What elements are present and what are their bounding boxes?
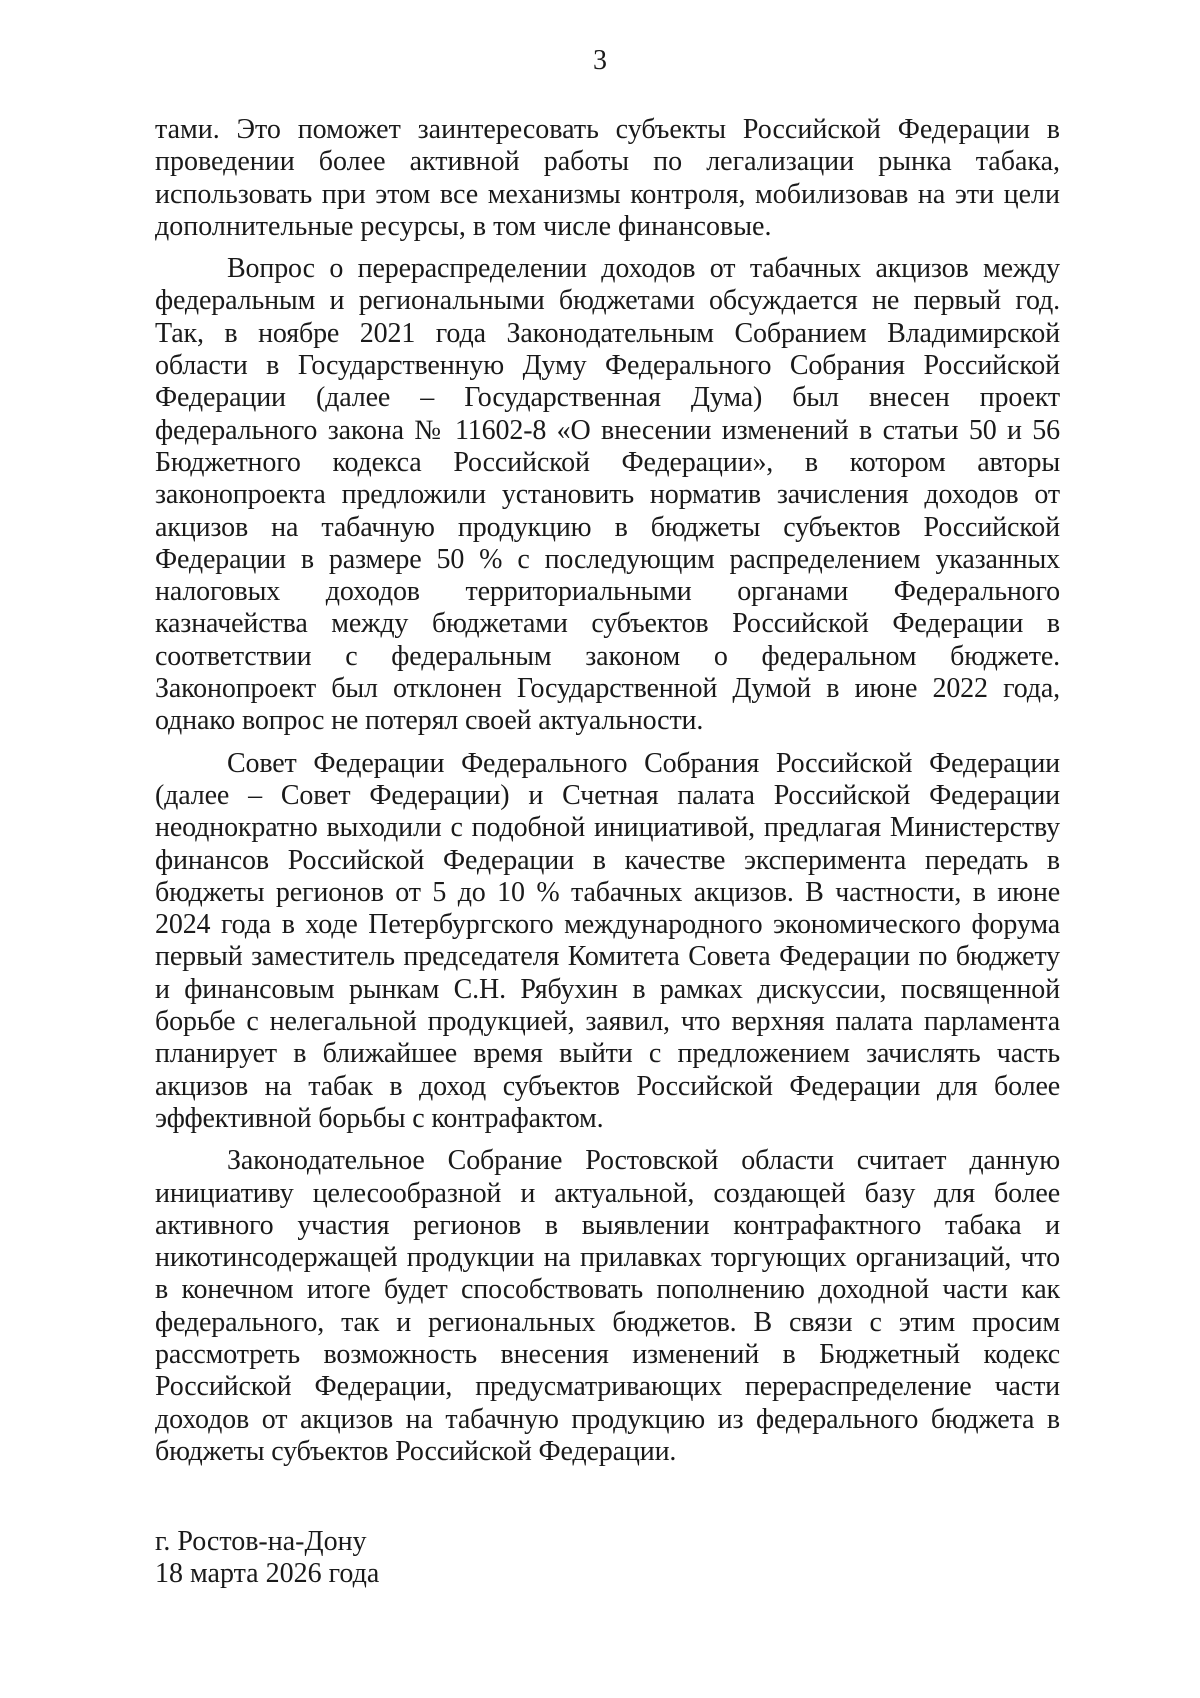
paragraph-rostov-assembly: Законодательное Собрание Ростовской области считает данную инициативу целесообразной и актуальной, создающей базу для более активного участия регионов в выявлении контрафактного табака и никотинсодержащей продукции на прилавках торгующих организаций, что в конечном итоге будет способствовать пополнению доходной части как федерального, так и региональных бюджетов. В связи с этим просим рассмотреть возможность внесения изменений в Бюджетный кодекс Российской Федерации, предусматривающих перераспределение части доходов от акцизов на табачную продукцию из федерального бюджета в бюджеты субъектов Российской Федерации.: [155, 1145, 1060, 1467]
signature-place: г. Ростов-на-Дону: [155, 1526, 367, 1557]
document-body: [155, 114, 1060, 1468]
paragraph-continuation: тами. Это поможет заинтересовать субъекты Российской Федерации в проведении более активной работы по легализации рынка табака, использовать при этом все механизмы контроля, мобилизовав на эти цели дополнительные ресурсы, в том числе финансовые.: [155, 114, 1060, 242]
paragraph-excise-redistribution: Вопрос о перераспределении доходов от табачных акцизов между федеральным и региональными бюджетами обсуждается не первый год. Так, в ноябре 2021 года Законодательным Собранием Владимирской области в Государственную Думу Федерального Собрания Российской Федерации (далее – Государственная Дума) был внесен проект федерального закона № 11602-8 «О внесении изменений в статьи 50 и 56 Бюджетного кодекса Российской Федерации», в котором авторы законопроекта предложили установить норматив зачисления доходов от акцизов на табачную продукцию в бюджеты субъектов Российской Федерации в размере 50 % с последующим распределением указанных налоговых доходов территориальными органами Федерального казначейства между бюджетами субъектов Российской Федерации в соответствии с федеральным законом о федеральном бюджете. Законопроект был отклонен Государственной Думой в июне 2022 года, однако вопрос не потерял своей актуальности.: [155, 253, 1060, 737]
paragraph-federation-council: Совет Федерации Федерального Собрания Российской Федерации (далее – Совет Федерации) и Счетная палата Российской Федерации неоднократно выходили с подобной инициативой, предлагая Министерству финансов Российской Федерации в качестве эксперимента передать в бюджеты регионов от 5 до 10 % табачных акцизов. В частности, в июне 2024 года в ходе Петербургского международного экономического форума первый заместитель председателя Комитета Совета Федерации по бюджету и финансовым рынкам С.Н. Рябухин в рамках дискуссии, посвященной борьбе с нелегальной продукцией, заявил, что верхняя палата парламента планирует в ближайшее время выйти с предложением зачислять часть акцизов на табак в доход субъектов Российской Федерации для более эффективной борьбы с контрафактом.: [155, 747, 1060, 1134]
signature-block: [155, 1526, 379, 1590]
page-number: 3: [593, 45, 607, 76]
signature-date: 18 марта 2026 года: [155, 1558, 380, 1589]
